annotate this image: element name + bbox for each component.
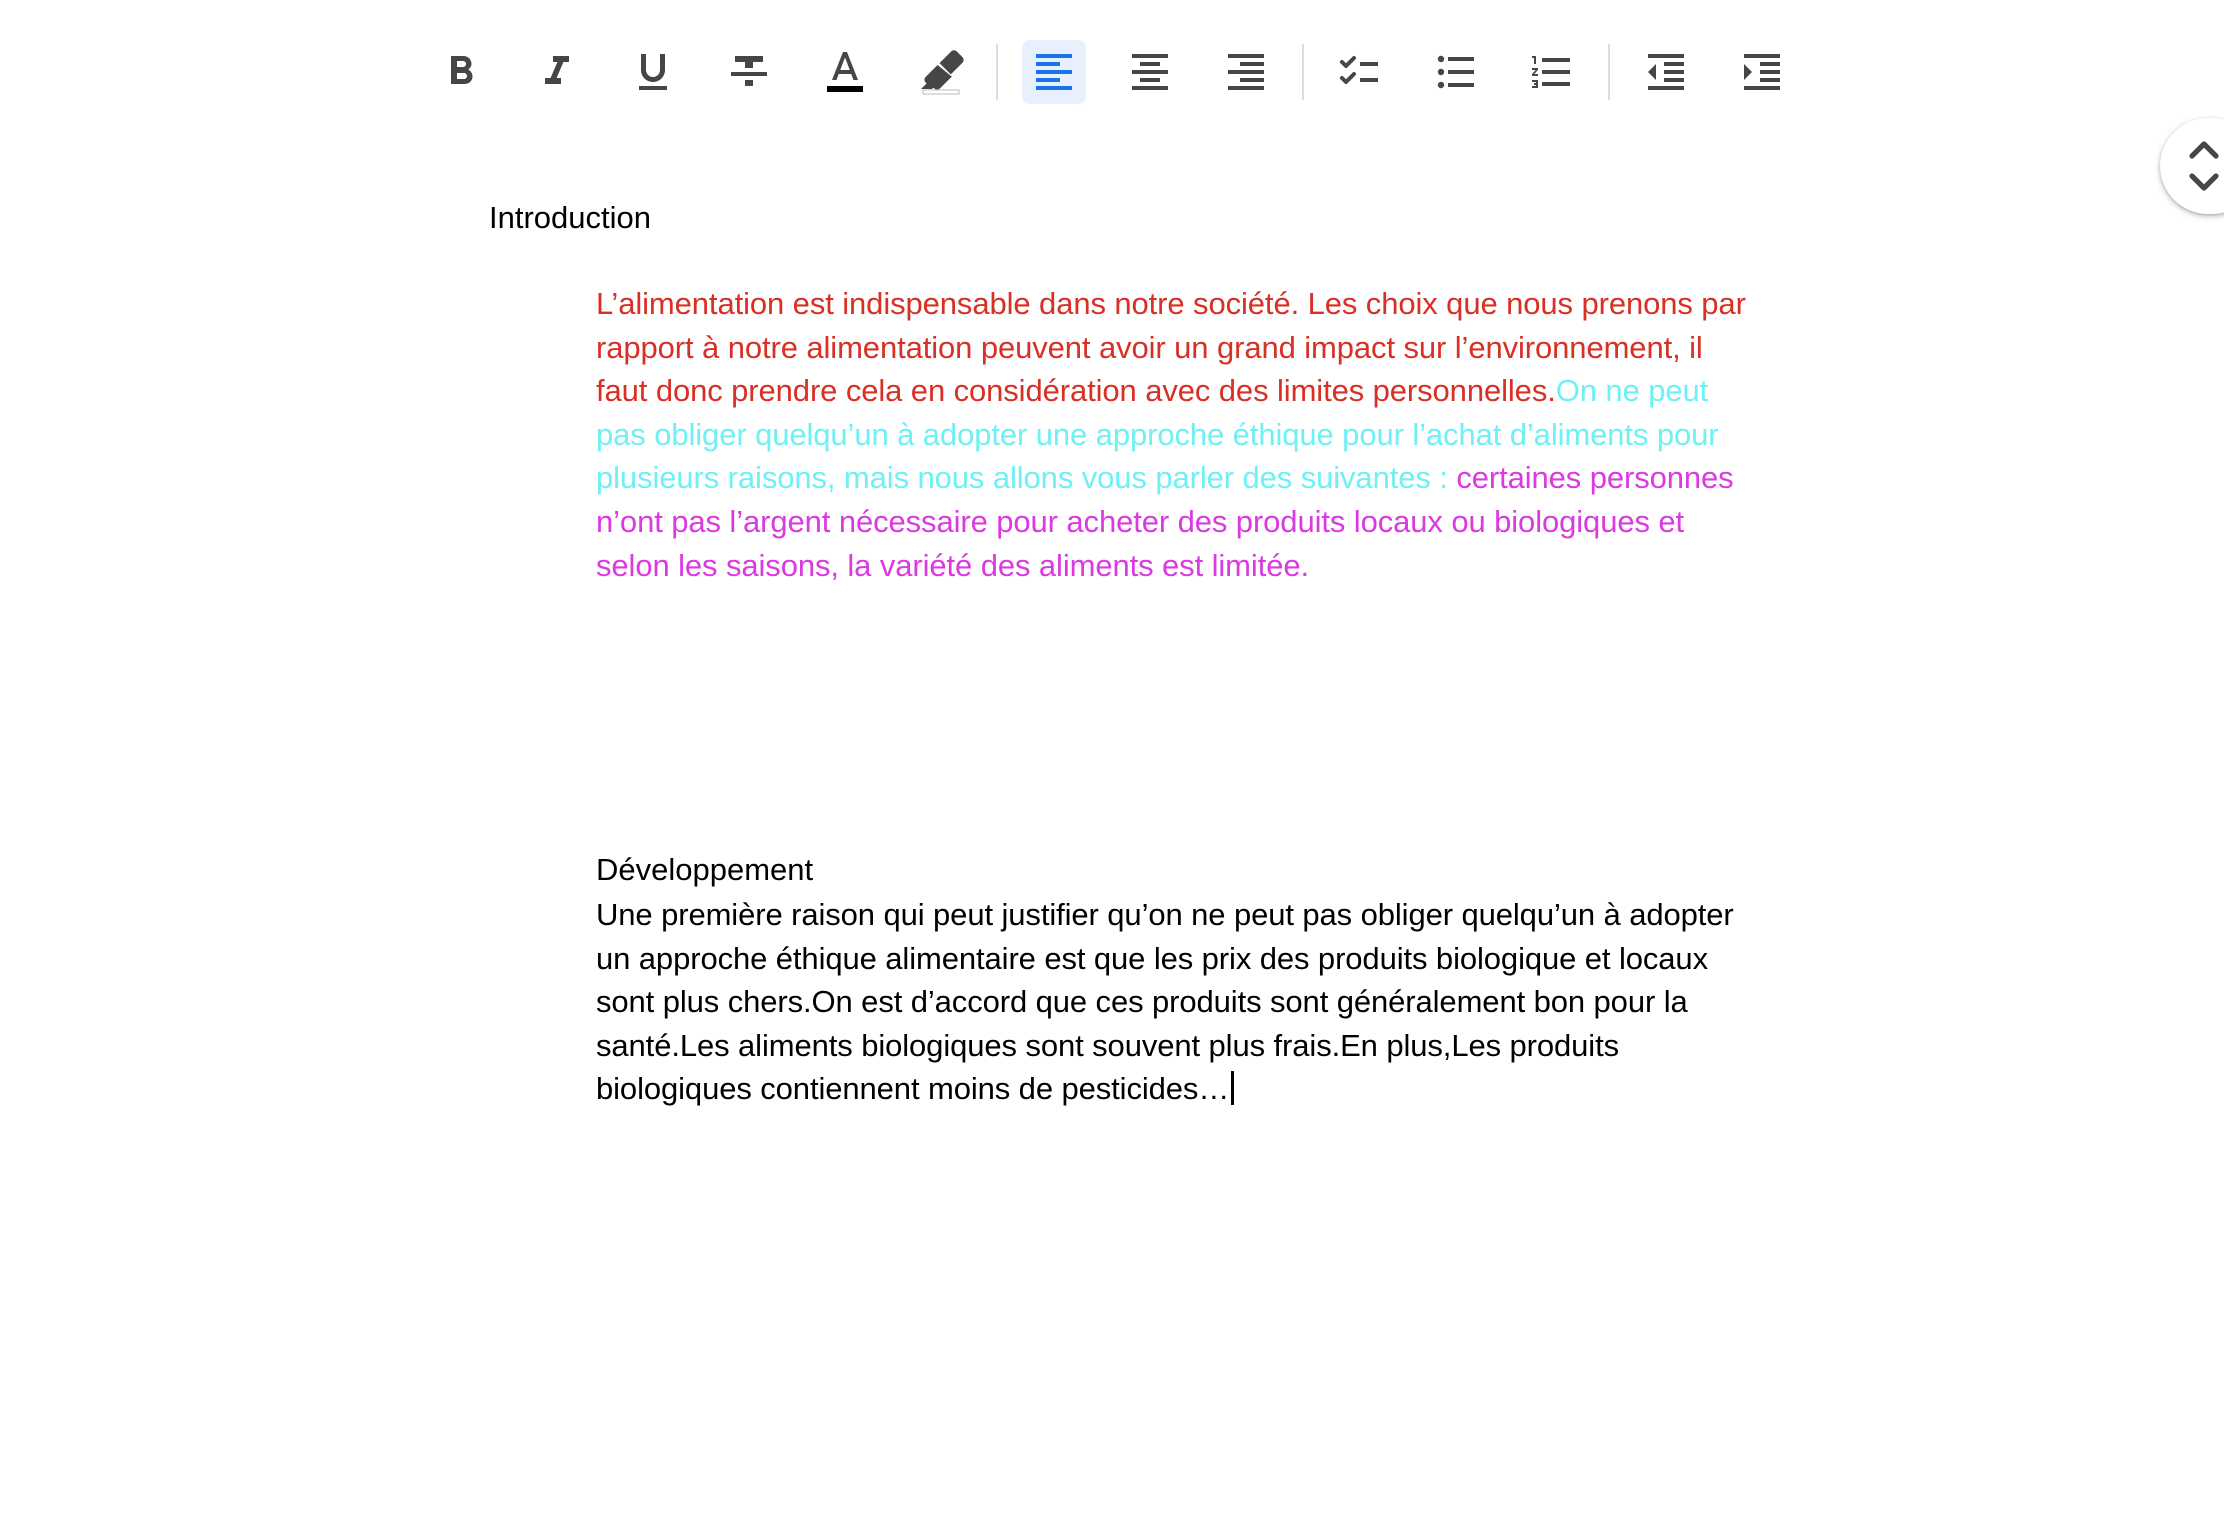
- text-color-button[interactable]: [813, 40, 877, 104]
- checklist-icon: [1336, 48, 1384, 96]
- indent-increase-icon: [1738, 48, 1786, 96]
- increase-indent-button[interactable]: [1730, 40, 1794, 104]
- decrease-indent-button[interactable]: [1634, 40, 1698, 104]
- intro-paragraph: [596, 282, 1756, 587]
- align-right-button[interactable]: [1214, 40, 1278, 104]
- highlight-color-button[interactable]: [909, 40, 973, 104]
- chevron-up-down-icon: [2184, 136, 2224, 196]
- development-heading: Développement: [596, 852, 814, 887]
- underline-icon: [629, 48, 677, 96]
- numbered-list-icon: [1528, 48, 1576, 96]
- checklist-button[interactable]: [1328, 40, 1392, 104]
- bulleted-list-icon: [1432, 48, 1480, 96]
- indent-decrease-icon: [1642, 48, 1690, 96]
- bold-button[interactable]: [429, 40, 493, 104]
- align-center-icon: [1126, 48, 1174, 96]
- intro-heading: Introduction: [489, 200, 651, 235]
- strikethrough-icon: [725, 48, 773, 96]
- bold-icon: [437, 48, 485, 96]
- text-color-icon: [821, 48, 869, 96]
- align-left-button[interactable]: [1022, 40, 1086, 104]
- bulleted-list-button[interactable]: [1424, 40, 1488, 104]
- italic-icon: [533, 48, 581, 96]
- intro-text-magenta: certaines personnes n’ont pas l’argent nécessaire pour acheter des produits locaux ou biologiques et selon les saisons, la variété des aliments est limitée.: [596, 460, 1734, 583]
- text-cursor: [1231, 1071, 1234, 1105]
- toolbar-divider: [1302, 44, 1304, 100]
- intro-text-red: L’alimentation est indispensable dans notre société. Les choix que nous prenons par rapport à notre alimentation peuvent avoir un grand impact sur l’environnement, il faut donc prendre cela en considération avec des limites personnelles.: [596, 286, 1746, 409]
- formatting-toolbar: [0, 0, 2224, 145]
- intro-text-cyan: On ne peut pas obliger quelqu’un à adopter une approche éthique pour l’achat d’aliments pour plusieurs raisons, mais nous allons vous parler des suivantes :: [596, 373, 1719, 496]
- strikethrough-button[interactable]: [717, 40, 781, 104]
- align-right-icon: [1222, 48, 1270, 96]
- development-paragraph: [596, 893, 1756, 1111]
- highlighter-icon: [917, 48, 965, 96]
- numbered-list-button[interactable]: [1520, 40, 1584, 104]
- toolbar-divider: [996, 44, 998, 100]
- align-center-button[interactable]: [1118, 40, 1182, 104]
- align-left-icon: [1030, 48, 1078, 96]
- toolbar-divider: [1608, 44, 1610, 100]
- development-text: Une première raison qui peut justifier qu’on ne peut pas obliger quelqu’un à adopter un approche éthique alimentaire est que les prix des produits biologique et locaux sont plus chers.On est d’accord que ces produits sont généralement bon pour la santé.Les aliments biologiques sont souvent plus frais.En plus,Les produits biologiques contiennent moins de pesticides…: [596, 897, 1734, 1107]
- underline-button[interactable]: [621, 40, 685, 104]
- italic-button[interactable]: [525, 40, 589, 104]
